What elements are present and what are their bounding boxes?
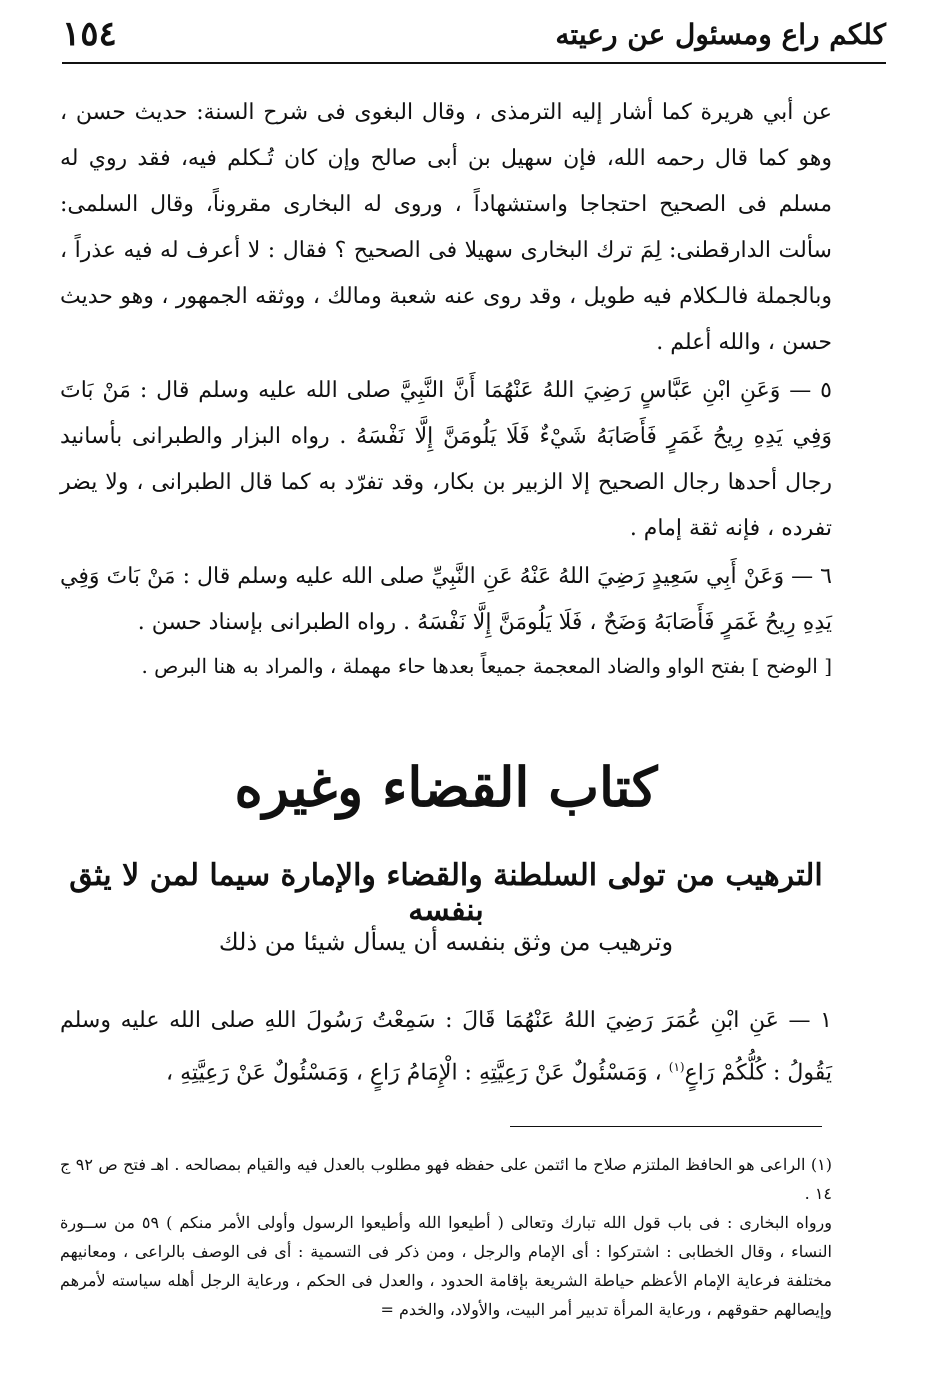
footnote-rule (510, 1126, 822, 1127)
hadith-1 (60, 998, 832, 1096)
page-header (62, 8, 886, 60)
header-rule (62, 62, 886, 64)
hadith-5: ٥ — وَعَنِ ابْنِ عَبَّاسٍ رَضِيَ اللهُ عَنْهُمَا أَنَّ النَّبِيَّ صلى الله عليه وسلم قال : مَنْ بَاتَ وَفِي يَدِهِ رِيحُ غَمَرٍ فَأَصَابَهُ شَيْءٌ فَلَا يَلُومَنَّ إِلَّا نَفْسَهُ . رواه البزار والطبرانى بأسانيد رجال أحدها رجال الصحيح إلا الزبير بن بكار، وقد تفرّد به كما قال الطبرانى ، ولا يضر تفرده ، فإنه ثقة إمام . (60, 378, 832, 541)
footnote-2: ورواه البخارى : فى باب قول الله تبارك وتعالى ( أطيعوا الله وأطيعوا الرسول وأولى الأمر منكم ) ٥٩ من ســورة النساء ، وقال الخطابى : اشتركوا : أى الإمام والرجل ، ومن ذكر فى التسمية : أى فى الوصف بالراعى ، ومعانيهم مختلفة فرعاية الإمام الأعظم حياطة الشريعة بإقامة الحدود ، والعدل فى الحكم ، ورعاية الرجل أهله سياسته لأمرهم وإيصالهم حقوقهم ، ورعاية المرأة تدبير أمر البيت، والأولاد، والخدم = (60, 1213, 833, 1319)
footnote-marker: (١) (668, 1060, 685, 1074)
word-explanation: [ الوضح ] بفتح الواو والضاد المعجمة جميعاً بعدها حاء مهملة ، والمراد به هنا البرص . (141, 654, 832, 678)
chapter-title: الترهيب من تولى السلطنة والقضاء والإمارة سيما لمن لا يثق بنفسه (69, 858, 823, 928)
running-title: كلكم راع ومسئول عن رعيته (555, 17, 886, 51)
paragraph-commentary: عن أبي هريرة كما أشار إليه الترمذى ، وقال البغوى فى شرح السنة: حديث حسن ، وهو كما قال رحمه الله، فإن سهيل بن أبى صالح وإن كان تُـكلم فيه، فقد روي له مسلم فى الصحيح احتجاجا واستشهاداً ، وروى له البخارى مقروناً، وقال السلمى: سألت الدارقطنى: لِمَ ترك البخارى سهيلا فى الصحيح ؟ فقال : لا أعرف له فيه عذراً ، وبالجملة فالـكلام فيه طويل ، وقد روى عنه شعبة ومالك ، ووثقه الجمهور ، وهو حديث حسن ، والله أعلم . (60, 100, 832, 355)
book-title: كتاب القضاء وغيره (234, 755, 658, 819)
footnote-1: (١) الراعى هو الحافظ الملتزم صلاح ما ائتمن على حفظه فهو مطلوب بالعدل فيه والقيام بمصالحه . اهـ فتح ص ٩٢ ج ١٤ . (60, 1155, 832, 1203)
hadith-6: ٦ — وَعَنْ أَبِي سَعِيدٍ رَضِيَ اللهُ عَنْهُ عَنِ النَّبِيِّ صلى الله عليه وسلم قال : مَنْ بَاتَ وَفِي يَدِهِ رِيحُ غَمَرٍ فَأَصَابَهُ وَضَحٌ ، فَلَا يَلُومَنَّ إِلَّا نَفْسَهُ . رواه الطبرانى بإسناد حسن . (60, 564, 832, 635)
main-text (60, 90, 832, 686)
footnotes (60, 1150, 832, 1324)
chapter-subtitle: وترهيب من وثق بنفسه أن يسأل شيئا من ذلك (218, 928, 674, 956)
hadith-1-text-b: ، وَمَسْئُولٌ عَنْ رَعِيَّتِهِ : الْإِمَامُ رَاعٍ ، وَمَسْئُولٌ عَنْ رَعِيَّتِهِ ، (166, 1060, 662, 1086)
page-number: ١٥٤ (62, 14, 117, 54)
hadith-1-text-a: ١ — عَنِ ابْنِ عُمَرَ رَضِيَ اللهُ عَنْهُمَا قَالَ : سَمِعْتُ رَسُولَ اللهِ صلى الله عليه وسلم يَقُولُ : كُلُّكُمْ رَاعٍ (60, 1008, 832, 1086)
chapter-text (60, 998, 832, 1096)
